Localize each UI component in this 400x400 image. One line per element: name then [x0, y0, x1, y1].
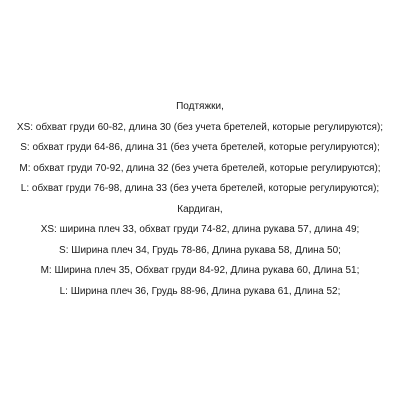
cardigan-size-l: L: Ширина плеч 36, Грудь 88-96, Длина рукава 61, Длина 52; — [59, 285, 341, 297]
cardigan-size-m: M: Ширина плеч 35, Обхват груди 84-92, Длина рукава 60, Длина 51; — [40, 265, 360, 276]
cardigan-size-s: S: Ширина плеч 34, Грудь 78-86, Длина рукава 58, Длина 50; — [59, 244, 341, 256]
cardigan-heading: Кардиган, — [177, 203, 223, 215]
size-chart-text — [0, 97, 400, 302]
suspenders-size-l: L: обхват груди 76-98, длина 33 (без учета бретелей, которые регулируются); — [20, 183, 380, 194]
suspenders-heading: Подтяжки, — [176, 101, 224, 112]
suspenders-size-xs: XS: обхват груди 60-82, длина 30 (без учета бретелей, которые регулируются); — [16, 121, 384, 133]
suspenders-size-s: S: обхват груди 64-86, длина 31 (без учета бретелей, которые регулируются); — [20, 142, 380, 153]
suspenders-size-m: M: обхват груди 70-92, длина 32 (без учета бретелей, которые регулируются); — [19, 162, 381, 174]
cardigan-size-xs: XS: ширина плеч 33, обхват груди 74-82, длина рукава 57, длина 49; — [40, 224, 360, 235]
